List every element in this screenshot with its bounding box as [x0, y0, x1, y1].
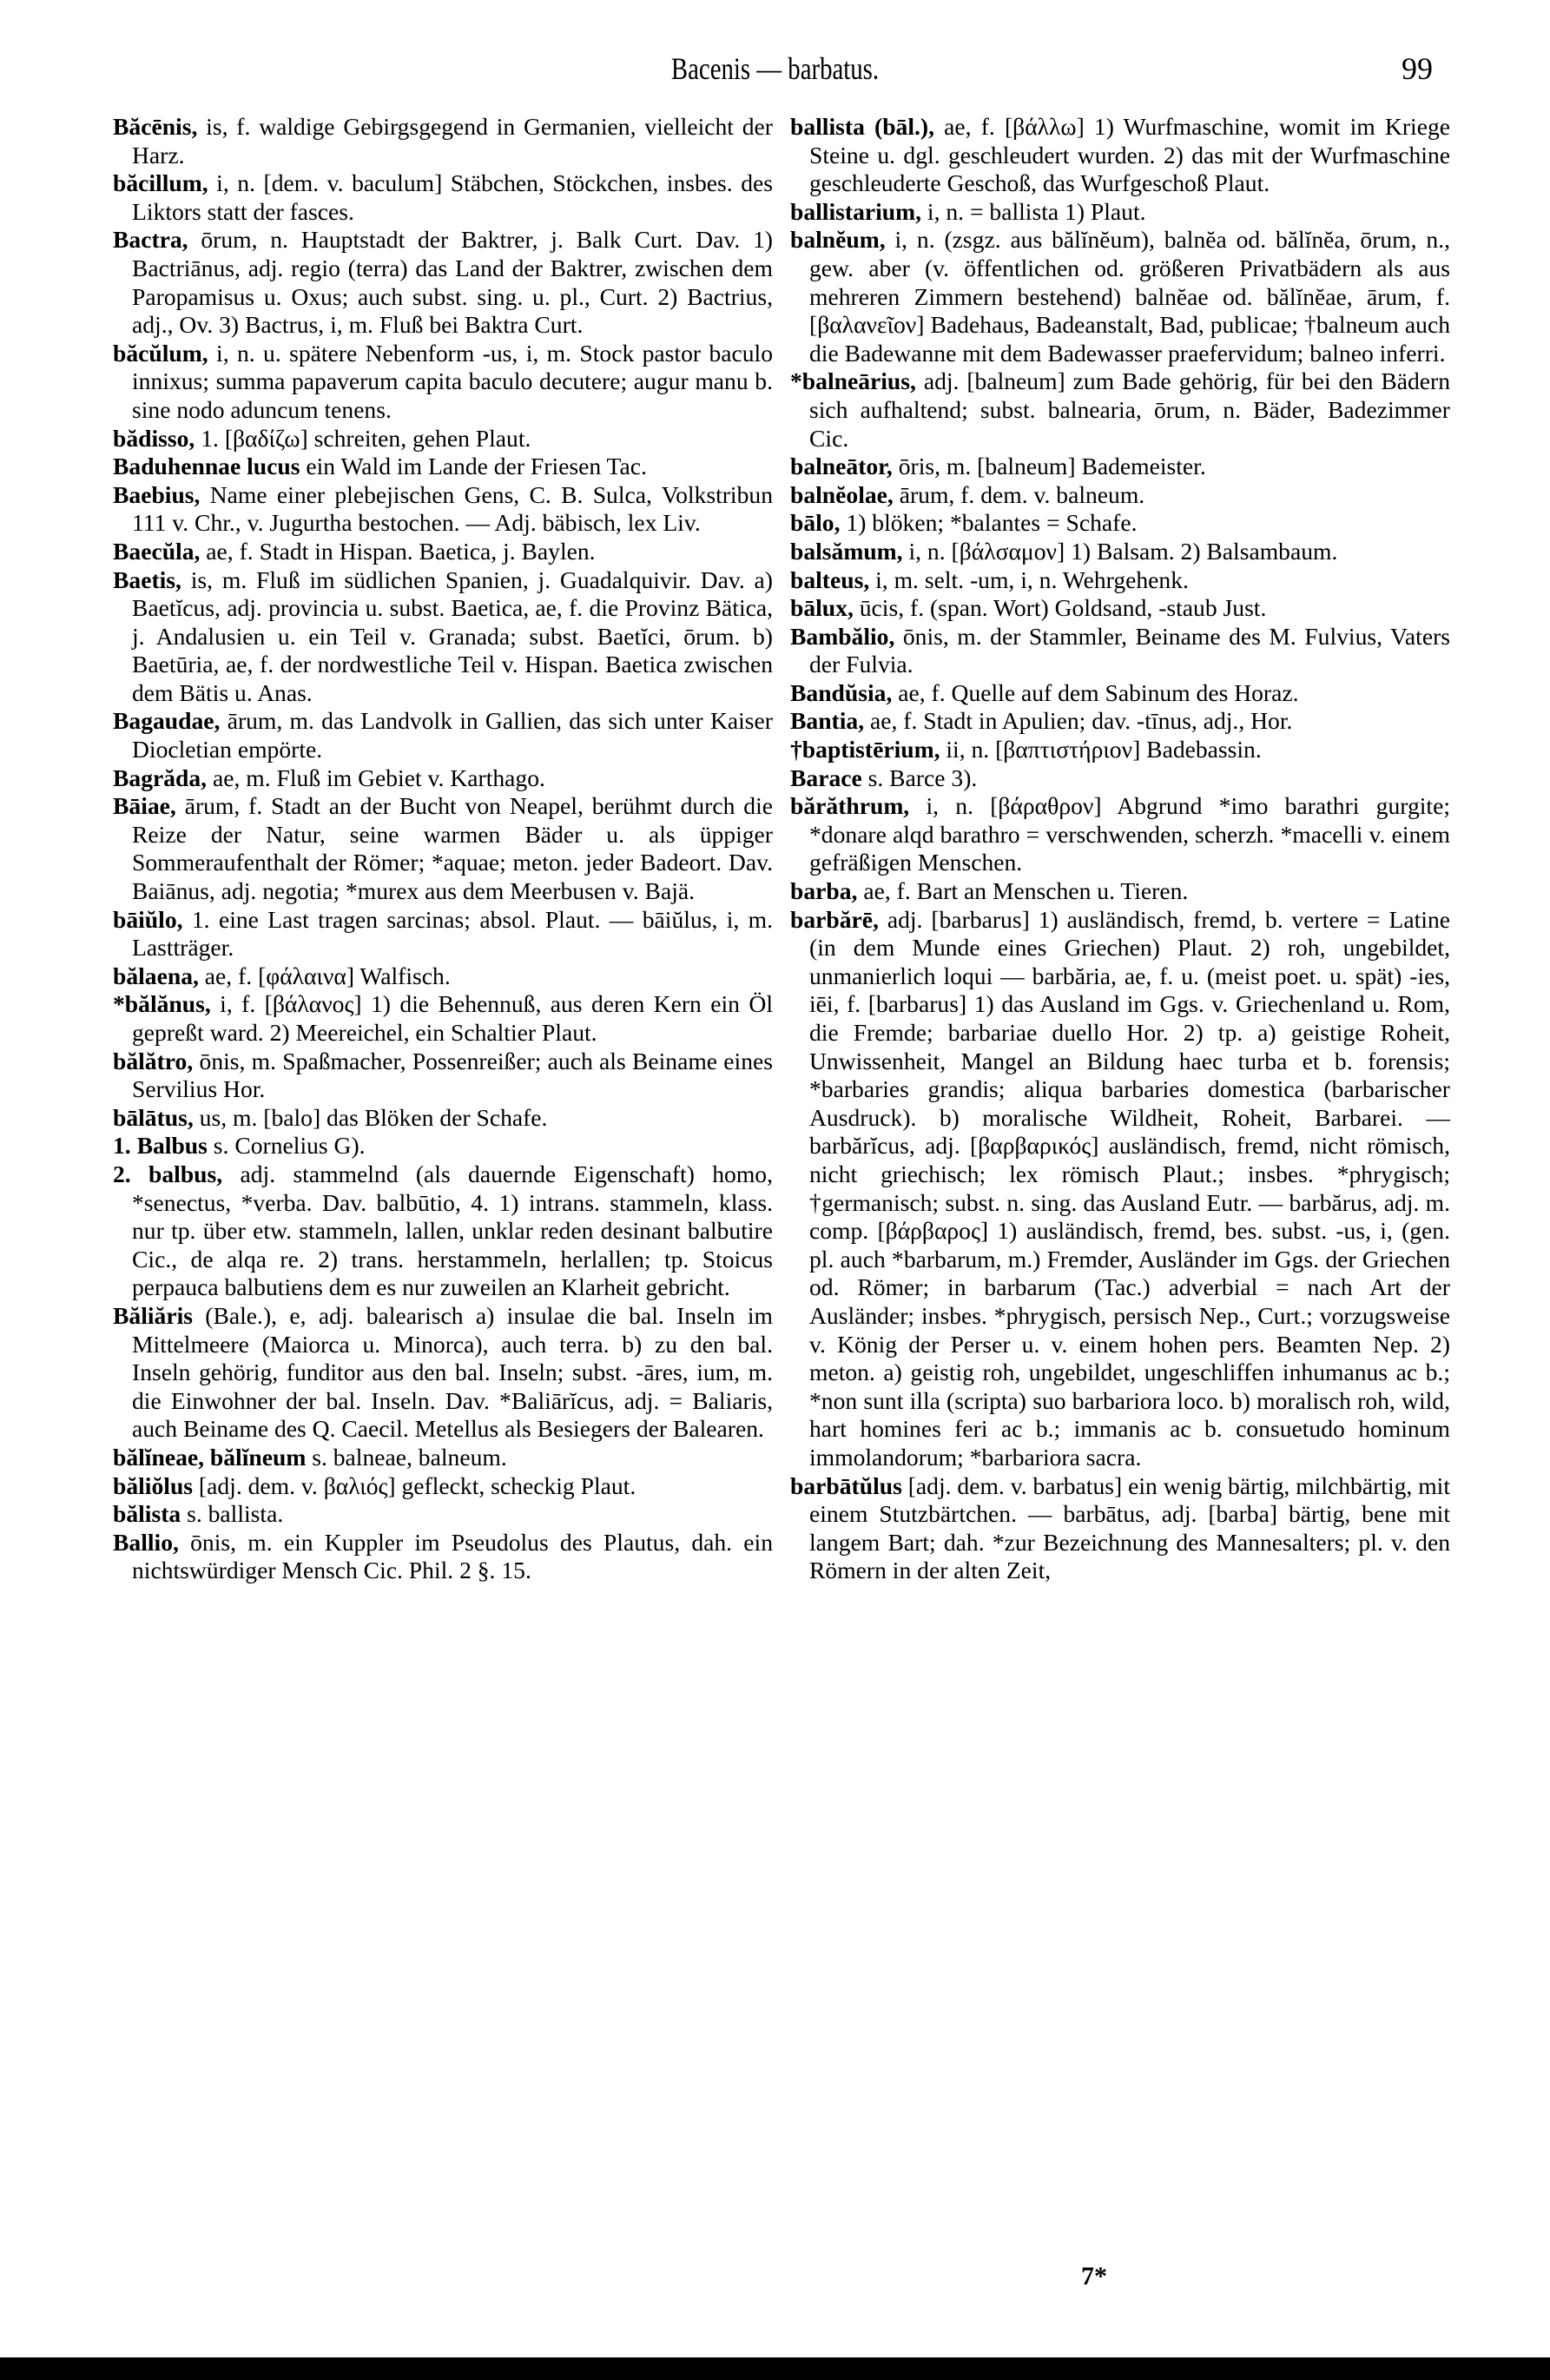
entry-definition: i, n. = ballista 1) Plaut.: [921, 197, 1146, 225]
dictionary-entry: [790, 877, 1450, 906]
dictionary-entry: [113, 425, 773, 453]
entry-definition: i, n. u. spätere Nebenform -us, i, m. Stock pastor baculo innixus; summa papaverum capita baculo decutere; augur manu b. sine nodo aduncum tenens.: [132, 339, 773, 423]
dictionary-entry: [790, 594, 1450, 623]
dictionary-entry: [790, 481, 1450, 510]
signature-mark: 7*: [1081, 2262, 1107, 2291]
entry-definition: i, m. selt. -um, i, n. Wehrgehenk.: [869, 565, 1189, 593]
dictionary-entry: [790, 1472, 1450, 1585]
dictionary-entry: [113, 1132, 773, 1160]
right-column: [790, 113, 1450, 1585]
dictionary-entry: [113, 1160, 773, 1302]
left-column: [113, 113, 773, 1585]
entry-definition: ii, n. [βαπτιστήριον] Badebassin.: [940, 736, 1262, 764]
dictionary-entry: [790, 198, 1450, 227]
dictionary-entry: [113, 1104, 773, 1133]
dictionary-entry: [790, 707, 1450, 736]
entry-definition: ae, f. [φάλαινα] Walfisch.: [198, 962, 451, 989]
dictionary-entry: [790, 679, 1450, 708]
entry-headword: balneātor,: [790, 453, 893, 480]
dictionary-entry: [113, 1302, 773, 1444]
entry-headword: bālo,: [790, 509, 841, 537]
entry-headword: Barace: [790, 764, 862, 791]
entry-headword: Bactra,: [113, 226, 188, 254]
entry-headword: barba,: [790, 877, 858, 905]
entry-definition: 1. [βαδίζω] schreiten, gehen Plaut.: [195, 424, 531, 452]
dictionary-entry: [113, 481, 773, 538]
entry-headword: balnĕolae,: [790, 480, 894, 508]
entry-headword: Baetis,: [113, 565, 181, 593]
dictionary-entry: [790, 453, 1450, 481]
entry-definition: is, f. waldige Gebirgsgegend in Germanien, vielleicht der Harz.: [132, 113, 773, 169]
entry-headword: băcŭlum,: [113, 339, 208, 367]
dictionary-entry: [790, 509, 1450, 538]
entry-definition: ārum, m. das Landvolk in Gallien, das sich unter Kaiser Diocletian empörte.: [132, 707, 773, 764]
dictionary-entry: [790, 226, 1450, 367]
entry-definition: ae, m. Fluß im Gebiet v. Karthago.: [207, 764, 545, 791]
entry-headword: 1. Balbus: [113, 1132, 208, 1160]
dictionary-entry: [113, 962, 773, 991]
entry-definition: ārum, f. Stadt an der Bucht von Neapel, berühmt durch die Reize der Natur, seine warmen Bäder u. als üppiger Sommeraufenthalt der Römer; *aquae; meton. jeder Badeort. Dav. Baiānus, adj. negotia; *murex aus dem Meerbusen v. Bajä.: [132, 792, 773, 905]
entry-definition: 1. eine Last tragen sarcinas; absol. Plaut. — bāiŭlus, i, m. Lastträger.: [132, 905, 773, 962]
entry-headword: băliŏlus: [113, 1471, 194, 1499]
entry-headword: Bagrăda,: [113, 764, 208, 791]
entry-headword: balnĕum,: [790, 226, 886, 254]
dictionary-entry: [113, 538, 773, 566]
dictionary-entry: [113, 1048, 773, 1104]
entry-headword: bălista: [113, 1500, 181, 1528]
entry-definition: us, m. [balo] das Blöken der Schafe.: [193, 1103, 548, 1131]
entry-headword: băcillum,: [113, 169, 208, 197]
dictionary-entry: [113, 707, 773, 764]
entry-headword: Bāiae,: [113, 792, 176, 820]
entry-definition: [adj. dem. v. βαλιός] gefleckt, scheckig Plaut.: [193, 1471, 636, 1499]
dictionary-entry: [113, 566, 773, 708]
entry-headword: balsămum,: [790, 537, 903, 565]
dictionary-entry: [113, 906, 773, 962]
entry-headword: barbātŭlus: [790, 1471, 902, 1499]
entry-definition: ārum, f. dem. v. balneum.: [893, 480, 1145, 508]
dictionary-entry: [790, 792, 1450, 877]
entry-headword: Baebius,: [113, 480, 201, 508]
page-number: 99: [1402, 51, 1433, 86]
entry-definition: i, n. [βάλσαμον] 1) Balsam. 2) Balsambaum.: [902, 537, 1338, 565]
entry-definition: ae, f. Bart an Menschen u. Tieren.: [857, 877, 1189, 905]
entry-definition: s. ballista.: [181, 1500, 284, 1528]
entry-headword: bărăthrum,: [790, 792, 910, 820]
entry-headword: bālātus,: [113, 1103, 194, 1131]
entry-definition: ōrum, n. Hauptstadt der Baktrer, j. Balk Curt. Dav. 1) Bactriānus, adj. regio (terra) das Land der Baktrer, zwischen dem Paropamisus u. Oxus; auch subst. sing. u. pl., Curt. 2) Bactrius, adj., Ov. 3) Bactrus, i, m. Fluß bei Baktra Curt.: [132, 226, 773, 339]
entry-headword: †baptistērium,: [790, 736, 940, 764]
running-head: Bacenis — barbatus.: [670, 51, 880, 86]
dictionary-entry: [790, 906, 1450, 1472]
entry-definition: s. balneae, balneum.: [306, 1443, 507, 1471]
dictionary-entry: [790, 367, 1450, 453]
dictionary-entry: [113, 113, 773, 169]
entry-definition: ūcis, f. (span. Wort) Goldsand, -staub Just.: [853, 594, 1267, 622]
dictionary-entry: [113, 764, 773, 793]
entry-headword: bālux,: [790, 594, 854, 622]
entry-headword: Bandŭsia,: [790, 678, 893, 706]
entry-headword: Baecŭla,: [113, 537, 201, 565]
entry-headword: barbărē,: [790, 905, 879, 933]
dictionary-entry: [113, 1500, 773, 1529]
entry-definition: i, f. [βάλανος] 1) die Behennuß, aus deren Kern ein Öl gepreßt ward. 2) Meereichel, ein Schaltier Plaut.: [132, 990, 773, 1046]
entry-definition: adj. stammelnd (als dauernde Eigenschaft) homo, *senectus, *verba. Dav. balbūtio, 4. 1) intrans. stammeln, klass. nur tp. über etw. stammeln, lallen, unklar reden desinant balbutire Cic., de alqa re. 2) trans. herstammeln, herlallen; tp. Stoicus perpauca balbutiens dem es nur zuweilen an Klarheit gebricht.: [132, 1160, 773, 1301]
entry-definition: ōnis, m. der Stammler, Beiname des M. Fulvius, Vaters der Fulvia.: [809, 622, 1450, 678]
entry-definition: adj. [balneum] zum Bade gehörig, für bei den Bädern sich aufhaltend; subst. balnearia, ōrum, n. Bäder, Badezimmer Cic.: [809, 367, 1450, 452]
entry-definition: i, n. [dem. v. baculum] Stäbchen, Stöckchen, insbes. des Liktors statt der fasces.: [132, 169, 773, 225]
entry-headword: 2. balbus,: [113, 1160, 223, 1187]
scan-edge-band: [0, 2357, 1550, 2380]
dictionary-entry: [113, 340, 773, 425]
entry-headword: ballista (bāl.),: [790, 113, 935, 140]
entry-headword: *bălănus,: [113, 990, 211, 1018]
entry-headword: Băliăris: [113, 1301, 193, 1329]
entry-definition: Name einer plebejischen Gens, C. B. Sulca, Volkstribun 111 v. Chr., v. Jugurtha bestochen. — Adj. bäbisch, lex Liv.: [132, 480, 773, 537]
entry-definition: ae, f. Stadt in Hispan. Baetica, j. Baylen.: [200, 537, 596, 565]
entry-headword: Baduhennae lucus: [113, 453, 300, 480]
dictionary-entry: [790, 764, 1450, 793]
dictionary-entry: [790, 623, 1450, 679]
dictionary-entry: [790, 566, 1450, 595]
entry-definition: ein Wald im Lande der Friesen Tac.: [300, 453, 647, 480]
dictionary-entry: [113, 792, 773, 905]
entry-headword: ballistarium,: [790, 197, 922, 225]
dictionary-entry: [790, 113, 1450, 198]
entry-definition: ae, f. Stadt in Apulien; dav. -tīnus, adj., Hor.: [864, 707, 1293, 735]
entry-definition: i, n. (zsgz. aus bălĭnĕum), balnĕa od. bălĭnĕa, ōrum, n., gew. aber (v. öffentlichen od. größeren Privatbädern als aus mehreren Zimmern bestehend) balnĕae od. bălĭnĕae, ārum, f. [βαλανεῖον] Badehaus, Badeanstalt, Bad, publicae; †balneum auch die Badewanne mit dem Badewasser praefervidum; balneo inferri.: [809, 226, 1450, 367]
entry-headword: Ballio,: [113, 1528, 179, 1556]
entry-definition: ōris, m. [balneum] Bademeister.: [892, 453, 1206, 480]
dictionary-entry: [113, 1529, 773, 1585]
entry-definition: ae, f. Quelle auf dem Sabinum des Horaz.: [892, 678, 1299, 706]
entry-definition: ae, f. [βάλλω] 1) Wurfmaschine, womit im Kriege Steine u. dgl. geschleudert wurden. 2) das mit der Wurfmaschine geschleuderte Geschoß, das Wurfgeschoß Plaut.: [809, 113, 1450, 197]
dictionary-entry: [790, 736, 1450, 764]
entry-headword: Bambălio,: [790, 622, 895, 650]
entry-headword: bălătro,: [113, 1047, 194, 1074]
entry-definition: (Bale.), e, adj. balearisch a) insulae die bal. Inseln im Mittelmeere (Maiorca u. Minorca), auch terra. b) zu den bal. Inseln gehörig, funditor aus den bal. Inseln; subst. -āres, ium, m. die Einwohner der bal. Inseln. Dav. *Baliārĭcus, adj. = Baliaris, auch Beiname des Q. Caecil. Metellus als Besiegers der Balearen.: [132, 1301, 773, 1443]
dictionary-entry: [113, 226, 773, 339]
entry-headword: *balneārius,: [790, 367, 916, 395]
entry-headword: Bantia,: [790, 707, 865, 735]
dictionary-entry: [113, 1444, 773, 1472]
dictionary-entry: [790, 538, 1450, 566]
entry-definition: s. Barce 3).: [861, 764, 978, 791]
entry-definition: 1) blöken; *balantes = Schafe.: [840, 509, 1138, 537]
dictionary-entry: [113, 169, 773, 226]
entry-headword: Bagaudae,: [113, 707, 221, 735]
entry-definition: s. Cornelius G).: [207, 1132, 366, 1160]
entry-definition: is, m. Fluß im südlichen Spanien, j. Guadalquivir. Dav. a) Baetĭcus, adj. provincia u. subst. Baetica, ae, f. die Provinz Bätica, j. Andalusien u. ein Teil v. Granada; subst. Baetĭci, ōrum. b) Baetūria, ae, f. der nordwestliche Teil v. Hispan. Baetica zwischen dem Bätis u. Anas.: [132, 565, 773, 706]
entry-headword: bădisso,: [113, 424, 195, 452]
entry-definition: adj. [barbarus] 1) ausländisch, fremd, b. vertere = Latine (in dem Munde eines Griechen) Plaut. 2) roh, ungebildet, unmanierlich loqui — barbăria, ae, f. u. (meist poet. u. spät) -ies, iēi, f. [barbarus] 1) das Ausland im Ggs. v. Griechenland u. Rom, die Fremde; barbariae duello Hor. 2) tp. a) geistige Roheit, Unwissenheit, Mangel an Bildung haec turba et b. forensis; *barbaries grandis; aliqua barbaries domestica (barbarischer Ausdruck). b) moralische Wildheit, Roheit, Barbarei. — barbărĭcus, adj. [βαρβαρικός] ausländisch, fremd, nicht römisch, nicht griechisch; lex römisch Plaut.; insbes. *phrygisch; †germanisch; subst. n. sing. das Ausland Eutr. — barbărus, adj. m. comp. [βάρβαρος] 1) ausländisch, fremd, bes. subst. -us, i, (gen. pl. auch *barbarum, m.) Fremder, Ausländer im Ggs. der Griechen od. Römer; in barbarum (Tac.) adverbial = nach Art der Ausländer; insbes. *phrygisch, persisch Nep., Curt.; vorzugsweise v. König der Perser u. v. einem hohen pers. Beamten Nep. 2) meton. a) geistig roh, ungebildet, ungeschliffen inhumanus ac b.; *non sunt illa (scripta) suo barbariora loco. b) moralisch roh, wild, hart homines feri ac b.; immanis ac b. consuetudo hominum immolandorum; *barbariora sacra.: [809, 905, 1450, 1471]
entry-headword: Băcēnis,: [113, 113, 198, 140]
entry-headword: bălaena,: [113, 962, 199, 989]
dictionary-entry: [113, 990, 773, 1047]
entry-definition: i, n. [βάραθρον] Abgrund *imo barathri gurgite; *donare alqd barathro = verschwenden, scherzh. *macelli v. einem gefräßigen Menschen.: [809, 792, 1450, 876]
entry-headword: balteus,: [790, 565, 870, 593]
page-header: [0, 45, 1550, 97]
dictionary-entry: [113, 453, 773, 481]
entry-definition: ōnis, m. ein Kuppler im Pseudolus des Plautus, dah. ein nichtswürdiger Mensch Cic. Phil. 2 §. 15.: [132, 1528, 773, 1584]
entry-headword: bălĭneae, bălĭneum: [113, 1443, 307, 1471]
entry-headword: bāiŭlo,: [113, 905, 183, 933]
entry-definition: ōnis, m. Spaßmacher, Possenreißer; auch als Beiname eines Servilius Hor.: [132, 1047, 773, 1103]
dictionary-entry: [113, 1472, 773, 1501]
entry-definition: [adj. dem. v. barbatus] ein wenig bärtig, milchbärtig, mit einem Stutzbärtchen. — barbātus, adj. [barba] bärtig, bene mit langem Bart; dah. *zur Bezeichnung des Mannesalters; pl. v. den Römern in der alten Zeit,: [809, 1471, 1450, 1584]
